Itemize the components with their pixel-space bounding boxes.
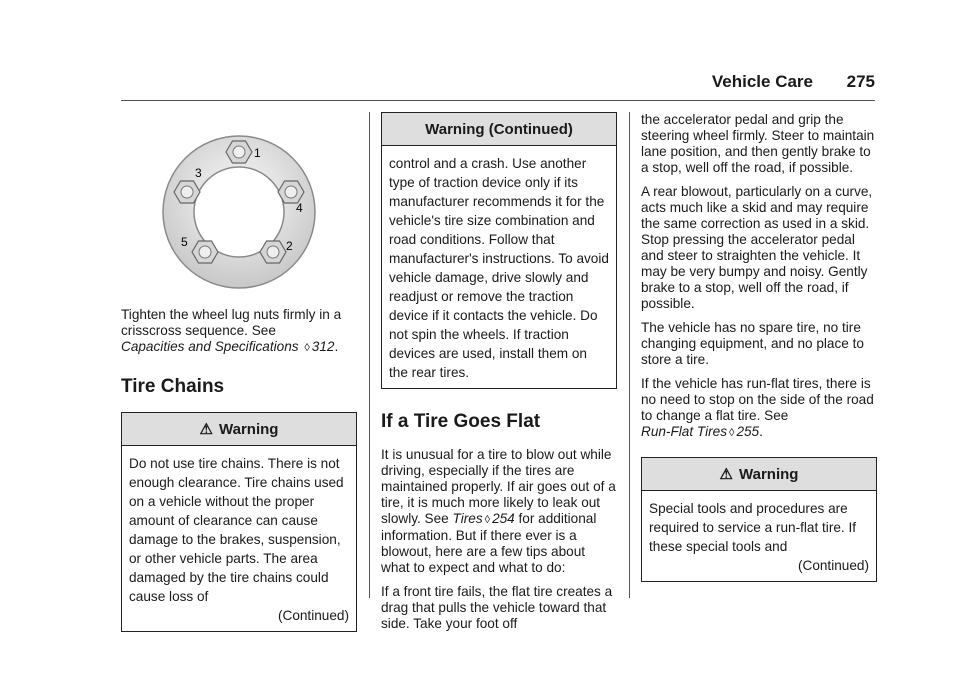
warning-continued-header [382,113,616,146]
lug-label-5: 5 [181,235,188,249]
lug-nut-5 [192,241,218,263]
xref-run-flat-label[interactable]: Run-Flat Tires [641,424,727,439]
lug-label-1: 1 [254,146,261,160]
warning-symbol-icon: ⚠ [719,466,733,483]
wheel-lug-nut-figure [121,112,357,290]
page-reference-icon: ◊ [484,514,491,526]
column-1 [121,112,357,642]
col3-para-3: The vehicle has no spare tire, no tire changing equipment, and no place to store a tire. [641,320,864,367]
lug-label-4: 4 [296,201,303,215]
warning-body [122,446,356,631]
flat-tire-para-2: If a front tire fails, the flat tire creates a drag that pulls the vehicle toward that side. Take your foot off [381,584,613,631]
lug-nut-instructions: Tighten the wheel lug nuts firmly in a crisscross sequence. See [121,307,342,338]
flat-tire-para-1a: It is unusual for a tire to blow out while driving, especially if the tires are maintained properly. If air goes out of a tire, it is much more likely to leak out slowly. See [381,447,616,526]
page-reference-icon: ◊ [304,342,310,354]
xref-tires-page[interactable]: 254 [492,511,515,526]
col3-para-2: A rear blowout, particularly on a curve, acts much like a skid and may require the same correction as used in a skid. Stop pressing the accelerator pedal and steer to straighten the vehicle. It may be very bumpy and noisy. Gently brake to a stop, well off the road, if possible. [641,184,873,311]
col3-para-1: the accelerator pedal and grip the steering wheel firmly. Steer to maintain lane position, and then gently brake to a stop, well off the road, if possible. [641,112,875,175]
warning-continued-text: control and a crash. Use another type of traction device only if its manufacturer recommends it for the vehicle's tire size combination and road conditions. Follow that manufacturer's instructions. To avoid vehicle damage, drive slowly and readjust or remove the traction device if it contacts the vehicle. Do not spin the wheels. If traction devices are used, install them on the rear tires. [389,156,609,380]
column-divider-1 [369,112,370,598]
xref-capacities-page[interactable]: 312 [311,339,335,354]
column-2 [381,112,617,640]
lug-nut-4 [278,181,304,203]
warning-text: Do not use tire chains. There is not enough clearance. Tire chains used on a vehicle without the proper amount of clearance can cause damage to the brakes, suspension, or other vehicle parts. The area damaged by the tire chains could cause loss of [129,456,344,604]
warning-symbol-icon: ⚠ [199,421,213,438]
run-flat-warning-title: Warning [739,465,799,483]
xref-tires-label[interactable]: Tires [452,511,483,526]
page-reference-icon: ◊ [729,427,735,439]
warning-continued-title: Warning (Continued) [425,120,573,138]
xref-run-flat-page[interactable]: 255 [736,424,760,439]
warning-continued: (Continued) [277,608,349,623]
warning-continued-box [381,112,617,389]
column-divider-2 [629,112,630,598]
warning-title: Warning [219,420,279,438]
xref-run-flat[interactable] [641,424,763,439]
xref-capacities-period: . [334,339,339,354]
warning-header [122,413,356,446]
run-flat-warning-text: Special tools and procedures are required to service a run-flat tire. If these special tools and [649,501,857,554]
warning-continued-body [382,146,616,388]
run-flat-warning-body [642,491,876,581]
tire-chains-warning-box [121,412,357,632]
run-flat-warning-continued: (Continued) [797,558,869,573]
page-number: 275 [846,72,875,91]
page-header [121,70,875,101]
flat-tire-heading: If a Tire Goes Flat [381,411,541,432]
lug-nut-3 [174,181,200,203]
lug-label-2: 2 [286,239,293,253]
xref-run-flat-period: . [759,424,763,439]
flat-tire-para-1b: for additional information. But if there ever is a blowout, here are a few tips about what to expect and what to do: [381,511,597,575]
lug-nut-2 [260,241,286,263]
xref-capacities-label[interactable]: Capacities and Specifications [121,339,299,354]
lug-nut-1 [226,141,252,163]
header-title: Vehicle Care [711,72,813,91]
run-flat-warning-header [642,458,876,491]
xref-capacities[interactable] [121,339,338,354]
col3-para-4: If the vehicle has run-flat tires, there is no need to stop on the side of the road to change a flat tire. See [641,376,874,423]
lug-label-3: 3 [195,166,202,180]
run-flat-warning-box [641,457,877,582]
column-3 [641,112,877,592]
tire-chains-heading: Tire Chains [121,376,225,397]
